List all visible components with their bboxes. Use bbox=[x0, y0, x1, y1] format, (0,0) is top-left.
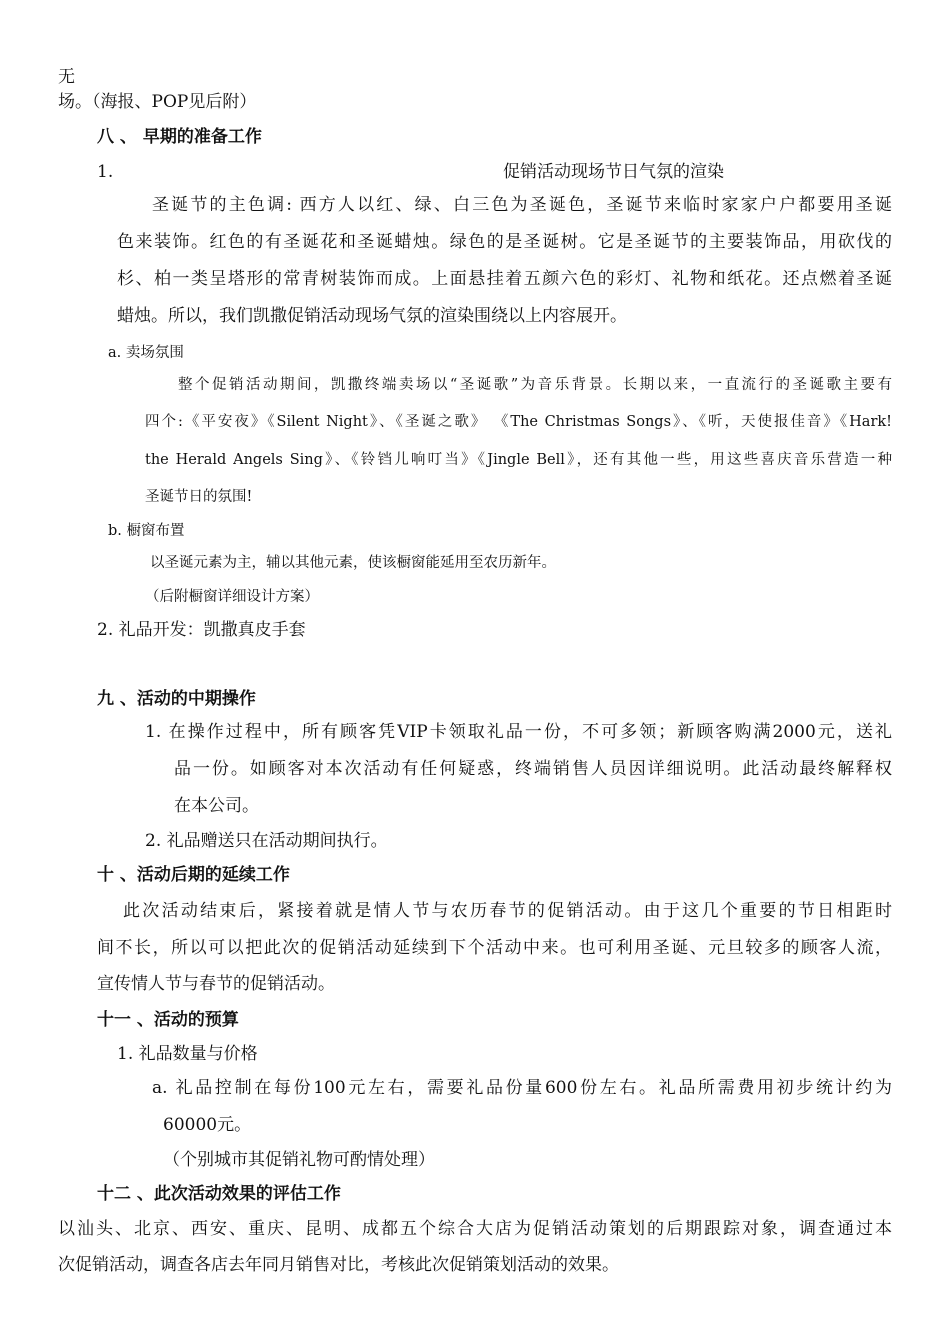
paragraph-line: 此次活动结束后，紧接着就是情人节与农历春节的促销活动。由于这几个重要的节日相距时 bbox=[123, 901, 892, 921]
list-item: 2. 礼品赠送只在活动期间执行。 bbox=[145, 831, 388, 851]
paragraph-line: 以汕头、北京、西安、重庆、昆明、成都五个综合大店为促销活动策划的后期跟踪对象，调查通过本 bbox=[58, 1219, 892, 1239]
sub-item-a: a. 卖场氛围 bbox=[108, 345, 184, 361]
list-item: 2. 礼品开发：凯撒真皮手套 bbox=[97, 620, 306, 640]
paragraph-line: 四个:《平安夜》《Silent Night》、《圣诞之歌》 《The Christmas Songs》、《听，天使报佳音》《Hark! bbox=[145, 414, 892, 430]
list-number: 1. bbox=[97, 162, 114, 182]
list-item: a. 礼品控制在每份100元左右，需要礼品份量600份左右。礼品所需费用初步统计约为 bbox=[152, 1078, 892, 1098]
paragraph-line: the Herald Angels Sing》、《铃铛儿响叮当》《Jingle Bell》，还有其他一些，用这些喜庆音乐营造一种 bbox=[145, 452, 892, 468]
paragraph-line: 在本公司。 bbox=[174, 796, 259, 816]
paragraph-line: 整个促销活动期间，凯撒终端卖场以“圣诞歌”为音乐背景。长期以来，一直流行的圣诞歌主要有 bbox=[178, 377, 892, 393]
paragraph-line: 次促销活动，调查各店去年同月销售对比，考核此次促销策划活动的效果。 bbox=[58, 1255, 619, 1275]
section-heading-11: 十一 、活动的预算 bbox=[97, 1010, 239, 1030]
paragraph-line: 宣传情人节与春节的促销活动。 bbox=[97, 974, 335, 994]
paragraph-line: 间不长，所以可以把此次的促销活动延续到下个活动中来。也可利用圣诞、元旦较多的顾客人流， bbox=[97, 938, 892, 958]
text-line: 无 bbox=[58, 67, 75, 87]
subsection-title: 促销活动现场节日气氛的渲染 bbox=[503, 162, 724, 182]
paragraph-line: 圣诞节日的氛围! bbox=[145, 489, 253, 505]
paragraph-line: 杉、柏一类呈塔形的常青树装饰而成。上面悬挂着五颜六色的彩灯、礼物和纸花。还点燃着圣诞 bbox=[117, 269, 892, 289]
list-item: 1. 在操作过程中，所有顾客凭VIP卡领取礼品一份，不可多领；新顾客购满2000元，送礼 bbox=[145, 722, 892, 742]
paragraph-line: 圣诞节的主色调: 西方人以红、绿、白三色为圣诞色，圣诞节来临时家家户户都要用圣诞 bbox=[152, 195, 892, 215]
paragraph-line: 以圣诞元素为主，辅以其他元素，使该橱窗能延用至农历新年。 bbox=[150, 555, 556, 571]
section-heading-8: 八 、 早期的准备工作 bbox=[97, 127, 262, 147]
sub-item-b: b. 橱窗布置 bbox=[108, 523, 185, 539]
paragraph-line: （后附橱窗详细设计方案） bbox=[145, 589, 319, 605]
section-heading-10: 十 、活动后期的延续工作 bbox=[97, 865, 290, 885]
paragraph-line: 色来装饰。红色的有圣诞花和圣诞蜡烛。绿色的是圣诞树。它是圣诞节的主要装饰品，用砍伐的 bbox=[117, 232, 892, 252]
paragraph-line: （个别城市其促销礼物可酌情处理） bbox=[163, 1150, 435, 1170]
section-heading-9: 九 、活动的中期操作 bbox=[97, 689, 256, 709]
section-heading-12: 十二 、此次活动效果的评估工作 bbox=[97, 1184, 341, 1204]
list-item: 1. 礼品数量与价格 bbox=[117, 1044, 258, 1064]
paragraph-line: 蜡烛。所以，我们凯撒促销活动现场气氛的渲染围绕以上内容展开。 bbox=[117, 306, 627, 326]
paragraph-line: 60000元。 bbox=[163, 1115, 252, 1135]
text-line: 场。（海报、POP见后附） bbox=[58, 92, 257, 112]
paragraph-line: 品一份。如顾客对本次活动有任何疑惑，终端销售人员因详细说明。此活动最终解释权 bbox=[174, 759, 892, 779]
